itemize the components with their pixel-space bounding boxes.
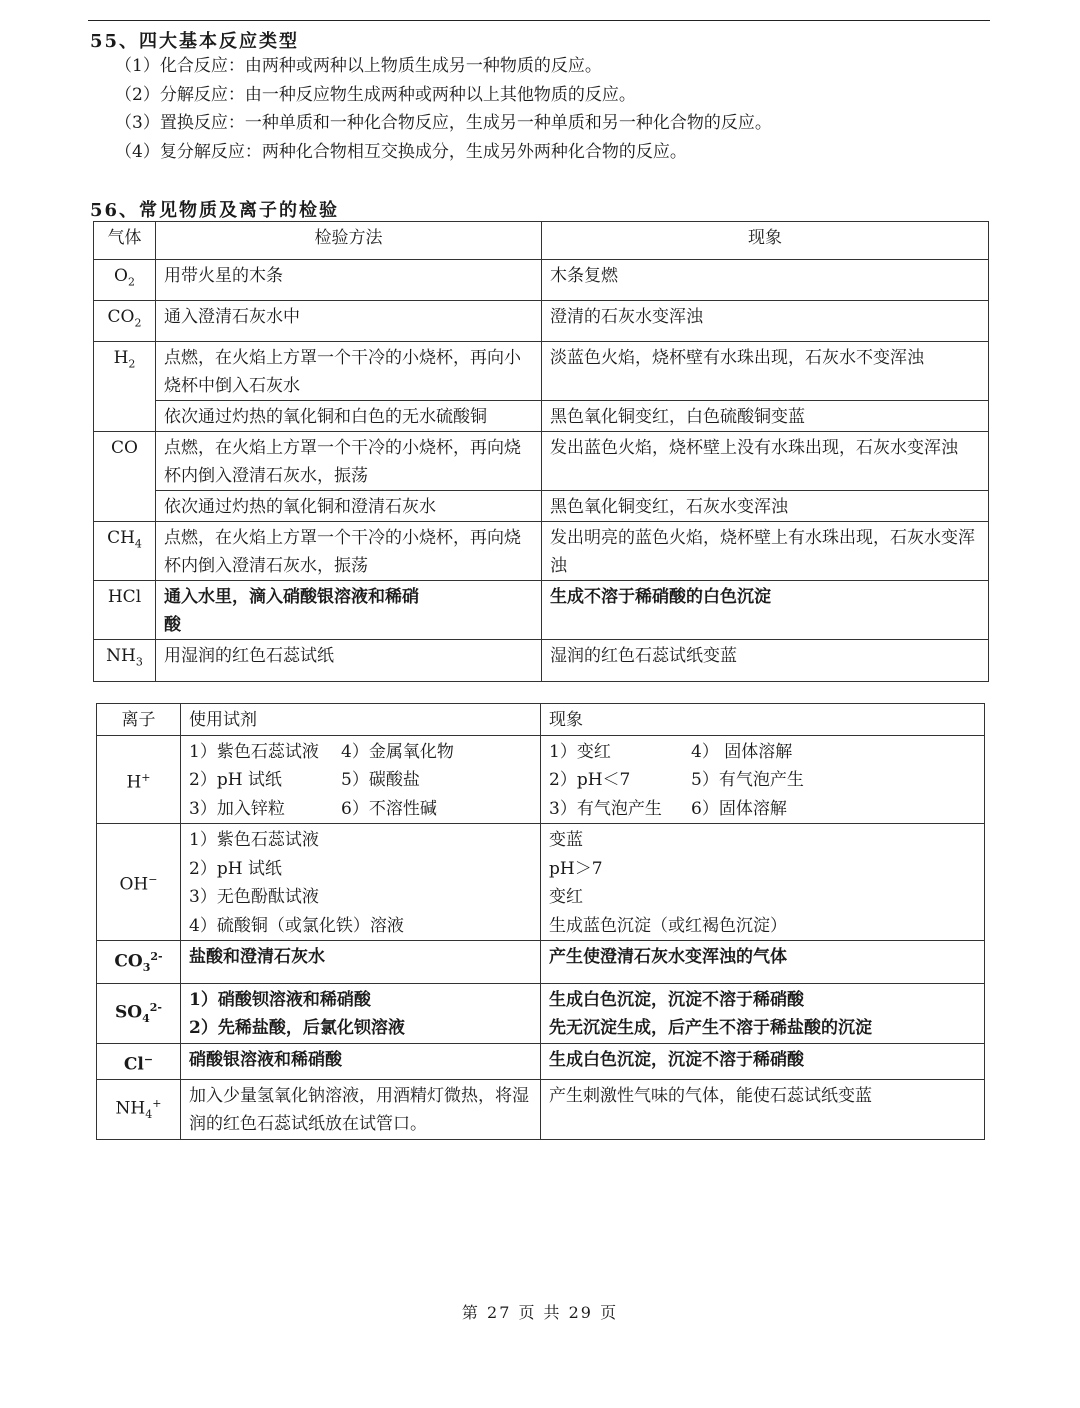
ion-test-table	[96, 703, 985, 1140]
result-cell	[541, 824, 985, 941]
list-item: 3）无色酚酞试液	[189, 887, 319, 907]
table-row	[94, 432, 989, 491]
method-cell: 点燃，在火焰上方罩一个干冷的小烧杯，再向烧杯内倒入澄清石灰水，振荡	[156, 432, 542, 491]
list-item: 先无沉淀生成，后产生不溶于稀盐酸的沉淀	[549, 1018, 872, 1039]
list-item: 2）先稀盐酸，后氯化钡溶液	[189, 1018, 405, 1039]
table-header-row	[97, 704, 985, 736]
table-row	[97, 824, 985, 941]
table-row	[94, 260, 989, 301]
header-result: 现象	[541, 704, 985, 736]
list-item: 1）紫色石蕊试液	[189, 741, 319, 762]
method-cell: 点燃，在火焰上方罩一个干冷的小烧杯，再向小烧杯中倒入石灰水	[156, 342, 542, 401]
ion-cell: OH−	[97, 824, 181, 941]
method-cell: 用带火星的木条	[156, 260, 542, 301]
section-55-heading: 55、四大基本反应类型	[90, 31, 300, 52]
table-row	[97, 735, 985, 824]
table-row	[97, 983, 985, 1043]
reagent-cell	[181, 983, 541, 1043]
method-cell: 依次通过灼热的氧化铜和白色的无水硫酸铜	[156, 401, 542, 432]
table-row	[94, 301, 989, 342]
ion-cell: $CO_3^{2-}$	[97, 941, 181, 984]
result-cell: 淡蓝色火焰，烧杯壁有水珠出现，石灰水不变浑浊	[542, 342, 989, 401]
list-item: （3）置换反应：一种单质和一种化合物反应，生成另一种单质和另一种化合物的反应。	[115, 113, 772, 133]
reagent-cell	[181, 735, 541, 824]
list-item: （2）分解反应：由一种反应物生成两种或两种以上其他物质的反应。	[115, 84, 636, 105]
result-cell: 生成白色沉淀，沉淀不溶于稀硝酸	[541, 1043, 985, 1079]
result-cell	[541, 735, 985, 824]
method-cell: 通入水里，滴入硝酸银溶液和稀硝酸	[156, 581, 542, 640]
ion-cell: H+	[97, 735, 181, 824]
table-row	[97, 1079, 985, 1139]
result-cell: 木条复燃	[542, 260, 989, 301]
ion-cell: Cl−	[97, 1043, 181, 1079]
method-cell: 点燃，在火焰上方罩一个干冷的小烧杯，再向烧杯内倒入澄清石灰水，振荡	[156, 522, 542, 581]
gas-cell: HCl	[94, 581, 156, 640]
table-row	[97, 941, 985, 984]
list-item: 3）有气泡产生	[549, 798, 662, 819]
method-cell: 通入澄清石灰水中	[156, 301, 542, 342]
gas-cell: $CH_4$	[94, 522, 156, 581]
top-rule	[88, 20, 990, 21]
result-cell: 发出明亮的蓝色火焰，烧杯壁上有水珠出现，石灰水变浑浊	[542, 522, 989, 581]
list-item: 1）硝酸钡溶液和稀硝酸	[189, 989, 371, 1010]
gas-cell: $CO_2$	[94, 301, 156, 342]
header-ion: 离子	[97, 704, 181, 736]
ion-cell: $SO_4^{2-}$	[97, 983, 181, 1043]
list-item: 变红	[549, 887, 583, 907]
list-item: 6）固体溶解	[691, 798, 787, 819]
result-cell: 黑色氧化铜变红，白色硫酸铜变蓝	[542, 401, 989, 432]
reagent-cell	[181, 824, 541, 941]
gas-test-table	[93, 221, 989, 682]
list-item: 6）不溶性碱	[341, 798, 437, 819]
gas-cell: CO	[94, 432, 156, 522]
method-cell: 用湿润的红色石蕊试纸	[156, 640, 542, 682]
reagent-cell: 盐酸和澄清石灰水	[181, 941, 541, 984]
header-gas: 气体	[94, 222, 156, 260]
table-row	[94, 581, 989, 640]
list-item: 生成蓝色沉淀（或红褐色沉淀）	[549, 915, 787, 936]
list-item: 5）有气泡产生	[691, 770, 804, 790]
table-header-row	[94, 222, 989, 260]
ion-cell: $NH_4^+$	[97, 1079, 181, 1139]
table-row	[94, 522, 989, 581]
list-item: pH＞7	[549, 858, 603, 879]
list-item: 2）pH＜7	[549, 770, 631, 790]
reagent-cell: 硝酸银溶液和稀硝酸	[181, 1043, 541, 1079]
table-row	[94, 491, 989, 522]
list-item: 2）pH 试纸	[189, 858, 282, 879]
list-item: 4） 固体溶解	[691, 741, 793, 762]
page-number-footer: 第 27 页 共 29 页	[461, 1303, 619, 1322]
result-cell: 产生使澄清石灰水变浑浊的气体	[541, 941, 985, 984]
header-result: 现象	[542, 222, 989, 260]
list-item: 4）硫酸铜（或氯化铁）溶液	[189, 915, 404, 936]
header-method: 检验方法	[156, 222, 542, 260]
table-row	[94, 342, 989, 401]
gas-cell: $NH_3$	[94, 640, 156, 682]
reagent-cell: 加入少量氢氧化钠溶液，用酒精灯微热，将湿润的红色石蕊试纸放在试管口。	[181, 1079, 541, 1139]
list-item: 5）碳酸盐	[341, 770, 420, 790]
list-item: 4）金属氧化物	[341, 741, 454, 762]
list-item: （4）复分解反应：两种化合物相互交换成分，生成另外两种化合物的反应。	[115, 141, 687, 162]
list-item: （1）化合反应：由两种或两种以上物质生成另一种物质的反应。	[115, 56, 602, 76]
list-item: 变蓝	[549, 830, 583, 850]
list-item: 1）紫色石蕊试液	[189, 830, 319, 850]
gas-cell: $O_2$	[94, 260, 156, 301]
list-item: 2）pH 试纸	[189, 770, 282, 790]
result-cell: 发出蓝色火焰，烧杯壁上没有水珠出现，石灰水变浑浊	[542, 432, 989, 491]
gas-cell: $H_2$	[94, 342, 156, 432]
table-row	[94, 640, 989, 682]
result-cell: 澄清的石灰水变浑浊	[542, 301, 989, 342]
result-cell: 湿润的红色石蕊试纸变蓝	[542, 640, 989, 682]
section-56-heading: 56、常见物质及离子的检验	[90, 200, 340, 221]
result-cell: 产生刺激性气味的气体，能使石蕊试纸变蓝	[541, 1079, 985, 1139]
list-item: 生成白色沉淀，沉淀不溶于稀硝酸	[549, 989, 804, 1010]
list-item: 1）变红	[549, 741, 611, 762]
result-cell: 黑色氧化铜变红，石灰水变浑浊	[542, 491, 989, 522]
reaction-type-list	[115, 52, 772, 166]
table-row	[94, 401, 989, 432]
list-item: 3）加入锌粒	[189, 798, 285, 819]
result-cell: 生成不溶于稀硝酸的白色沉淀	[542, 581, 989, 640]
header-reagent: 使用试剂	[181, 704, 541, 736]
method-cell: 依次通过灼热的氧化铜和澄清石灰水	[156, 491, 542, 522]
table-row	[97, 1043, 985, 1079]
result-cell	[541, 983, 985, 1043]
